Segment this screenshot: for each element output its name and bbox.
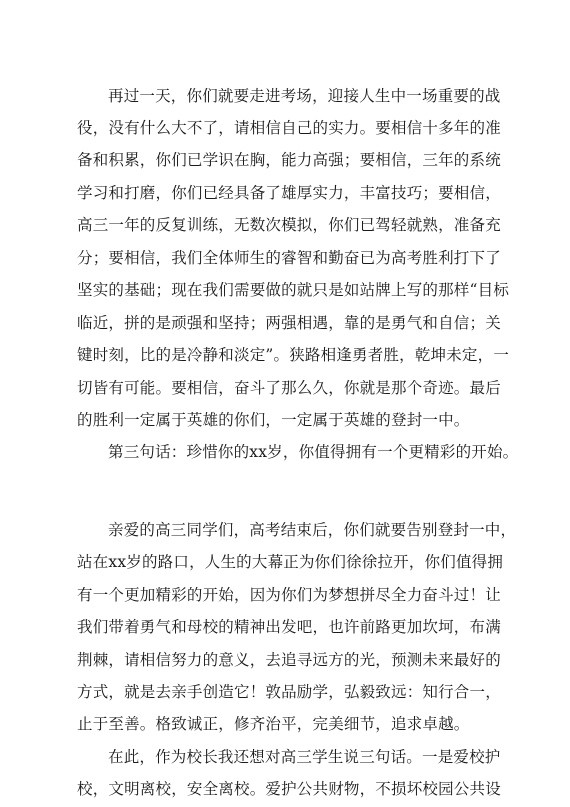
text-line: 高三一年的反复训练，无数次模拟，你们已驾轻就熟，准备充 xyxy=(77,216,501,234)
text-line: 役，没有什么大不了，请相信自己的实力。要相信十多年的准 xyxy=(77,119,501,137)
text-line: 坚实的基础；现在我们需要做的就只是如站牌上写的那样“目标 xyxy=(77,281,510,299)
text-line: 备和积累，你们已学识在胸，能力高强；要相信，三年的系统 xyxy=(77,151,501,169)
text-line: 有一个更加精彩的开始，因为你们为梦想拼尽全力奋斗过！让 xyxy=(77,586,501,604)
text-line: 临近，拼的是顽强和坚持；两强相遇，靠的是勇气和自信；关 xyxy=(77,314,501,332)
text-line: 校，文明离校，安全离校。爱护公共财物，不损坏校园公共设 xyxy=(77,780,501,798)
text-line: 我们带着勇气和母校的精神出发吧，也许前路更加坎坷，布满 xyxy=(77,618,501,636)
text-line: 第三句话：珍惜你的xx岁，你值得拥有一个更精彩的开始。 xyxy=(108,443,519,461)
text-line: 站在xx岁的路口，人生的大幕正为你们徐徐拉开，你们值得拥 xyxy=(77,553,504,571)
text-line: 切皆有可能。要相信，奋斗了那么久，你就是那个奇迹。最后 xyxy=(77,379,501,397)
text-line: 方式，就是去亲手创造它！敦品励学，弘毅致远：知行合一， xyxy=(77,683,501,701)
text-line: 在此，作为校长我还想对高三学生说三句话。一是爱校护 xyxy=(108,748,501,766)
text-line: 再过一天，你们就要走进考场，迎接人生中一场重要的战 xyxy=(108,87,501,105)
text-line: 学习和打磨，你们已经具备了雄厚实力，丰富技巧；要相信， xyxy=(77,184,501,202)
text-line: 分；要相信，我们全体师生的睿智和勤奋已为高考胜利打下了 xyxy=(77,249,501,267)
text-line: 的胜利一定属于英雄的你们，一定属于英雄的登封一中。 xyxy=(77,411,470,429)
text-line: 止于至善。格致诚正，修齐治平，完美细节，追求卓越。 xyxy=(77,715,470,733)
text-line: 键时刻，比的是冷静和淡定”。狭路相逢勇者胜，乾坤未定，一 xyxy=(77,346,510,364)
text-line: 亲爱的高三同学们，高考结束后，你们就要告别登封一中， xyxy=(108,521,517,539)
text-line: 荆棘，请相信努力的意义，去追寻远方的光，预测未来最好的 xyxy=(77,651,501,669)
